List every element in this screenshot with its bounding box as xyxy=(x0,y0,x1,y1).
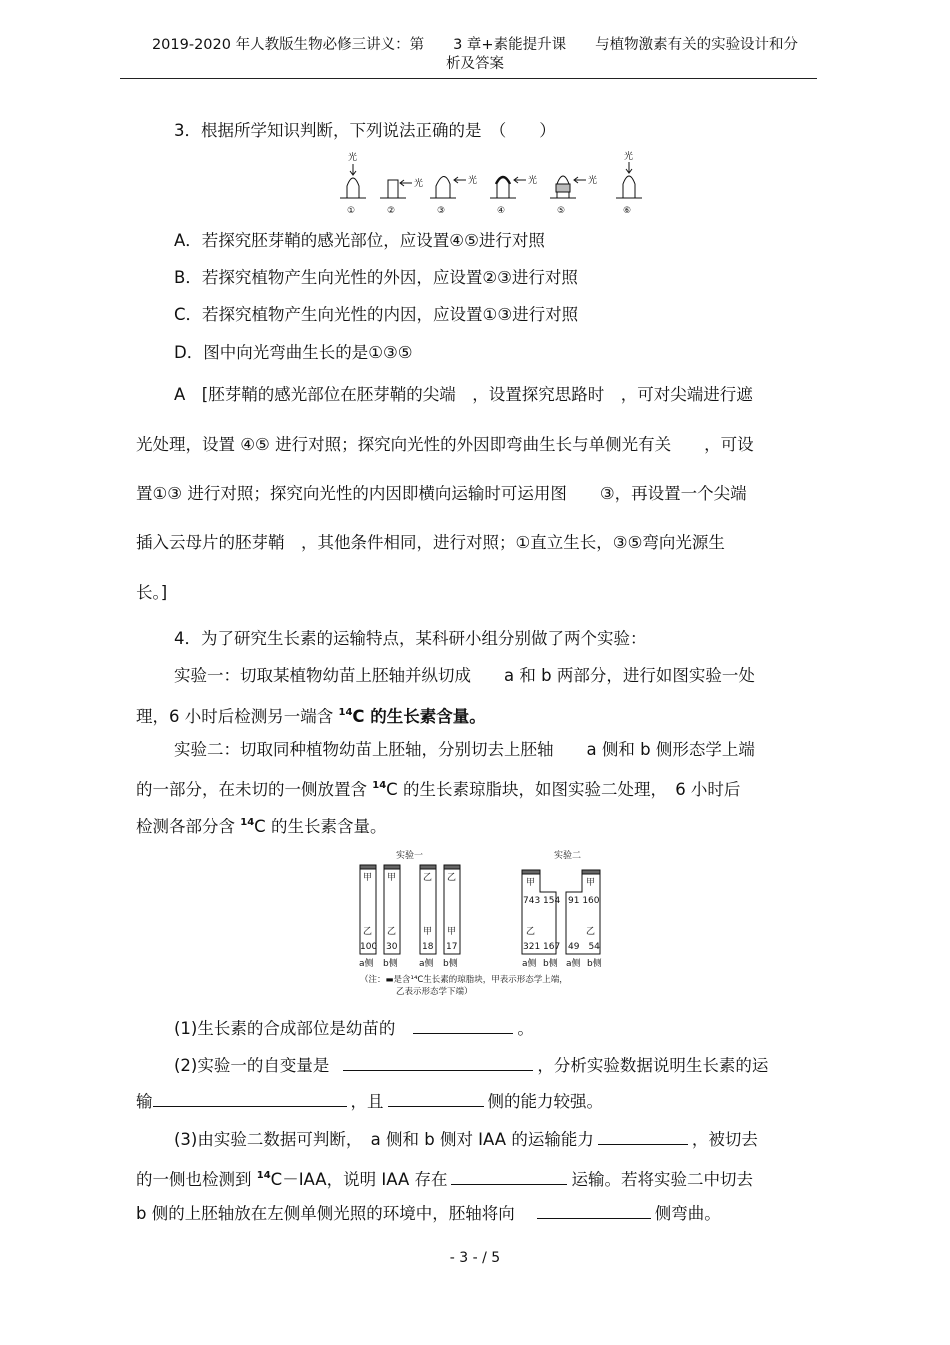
exp2-side-1: a侧 xyxy=(522,959,537,969)
q4-sub2-b-end: 侧的能力较强。 xyxy=(487,1092,603,1111)
q4-sub3-c-pre: b 侧的上胚轴放在左侧单侧光照的环境中，胚轴将向 xyxy=(136,1204,515,1223)
exp2-side-2: b侧 xyxy=(543,959,558,969)
exp1-side-2: b侧 xyxy=(383,959,398,969)
exp1-strip-3-top: 乙 xyxy=(423,873,433,883)
exp1-strip-1-value: 100 xyxy=(360,942,378,952)
page-footer: - 3 - / 5 xyxy=(449,1250,501,1266)
exp2-title: 实验二 xyxy=(554,851,582,861)
exp2-right-top: 甲 xyxy=(586,878,596,888)
exp1-strip-2-value: 30 xyxy=(386,942,398,952)
answer-blank-1[interactable] xyxy=(413,1017,513,1034)
q4-exp1-line-2-post: C 的生长素含量。 xyxy=(352,707,486,726)
q3-option-a: A．若探究胚芽鞘的感光部位，应设置④⑤进行对照 xyxy=(174,231,545,250)
q4-exp2-line-1: 实验二：切取同种植物幼苗上胚轴，分别切去上胚轴 a 侧和 b 侧形态学上端 xyxy=(174,740,755,759)
light-label-5: 光 xyxy=(588,176,598,186)
light-label-2: 光 xyxy=(414,179,424,189)
exp2-side-4: b侧 xyxy=(587,959,602,969)
exp2-right-bottom-values: 49 54 xyxy=(568,942,600,952)
q4-exp2-line-3-post: C 的生长素含量。 xyxy=(254,817,387,836)
q4-sub3-mid: ，被切去 xyxy=(691,1130,758,1149)
exp1-strip-1-bottom: 乙 xyxy=(363,927,373,937)
exp1-strip-3-value: 18 xyxy=(422,942,434,952)
exp1-side-3: a侧 xyxy=(419,959,434,969)
q3-option-b: B．若探究植物产生向光性的外因，应设置②③进行对照 xyxy=(174,268,578,287)
header-line-1: 2019-2020 年人教版生物必修三讲义：第 3 章+素能提升课 与植物激素有关的实验设计和分 xyxy=(151,37,799,53)
light-label-3: 光 xyxy=(468,176,478,186)
answer-blank-4[interactable] xyxy=(388,1090,484,1107)
fig-number-6: ⑥ xyxy=(623,206,632,216)
q4-sub1 xyxy=(174,1017,818,1040)
exp2-left-bottom-values: 321 167 xyxy=(523,942,561,952)
figure-note-2: 乙表示形态学下端） xyxy=(396,987,473,997)
q4-sub2-mid: ，分析实验数据说明生长素的运 xyxy=(537,1056,769,1075)
exp2-side-3: a侧 xyxy=(566,959,581,969)
isotope-mark: 14 xyxy=(256,1170,271,1181)
q3-option-c: C．若探究植物产生向光性的内因，应设置①③进行对照 xyxy=(174,305,579,324)
isotope-mark: 14 xyxy=(338,707,353,718)
q4-sub3-line-2 xyxy=(136,1165,818,1191)
exp2-left-top-values: 743 154 xyxy=(523,896,561,906)
q3-answer-line-3: 置①③ 进行对照；探究向光性的内因即横向运输时可运用图 ③，再设置一个尖端 xyxy=(136,484,747,503)
fig-number-5: ⑤ xyxy=(557,206,566,216)
q4-sub3-line-1 xyxy=(174,1128,818,1151)
q4-sub3-b-post: C－IAA，说明 IAA 存在 xyxy=(270,1170,448,1189)
header-line-2: 析及答案 xyxy=(446,56,504,72)
q4-exp2-line-2-pre: 的一部分，在未切的一侧放置含 xyxy=(136,780,367,799)
fig-number-2: ② xyxy=(387,206,396,216)
exp1-title: 实验一 xyxy=(396,851,424,861)
light-label-6: 光 xyxy=(624,152,634,162)
q4-sub3-pre: (3)由实验二数据可判断， a 侧和 b 侧对 IAA 的运输能力 xyxy=(174,1130,594,1149)
q4-exp1-line-2 xyxy=(136,702,818,728)
header-rule xyxy=(120,78,817,79)
exp1-strip-3-bottom: 甲 xyxy=(423,927,433,937)
q4-sub2-b-mid: ，且 xyxy=(350,1092,384,1111)
q4-sub3-line-3 xyxy=(136,1202,818,1225)
q4-exp2-line-3-pre: 检测各部分含 xyxy=(136,817,235,836)
q3-option-d: D．图中向光弯曲生长的是①③⑤ xyxy=(174,343,413,362)
q4-stem: 4．为了研究生长素的运输特点，某科研小组分别做了两个实验： xyxy=(174,629,647,648)
q4-exp2-line-3 xyxy=(136,812,818,838)
exp1-side-4: b侧 xyxy=(443,959,458,969)
exp2-right-bottom: 乙 xyxy=(586,927,596,937)
q3-answer-line-4: 插入云母片的胚芽鞘 ，其他条件相同，进行对照；①直立生长，③⑤弯向光源生 xyxy=(136,533,725,552)
q4-sub3-b-end: 运输。若将实验二中切去 xyxy=(571,1170,753,1189)
q4-exp2-line-2 xyxy=(136,775,818,801)
q3-answer-line-5: 长。] xyxy=(136,583,168,602)
isotope-mark: 14 xyxy=(240,817,255,828)
q4-sub3-c-end: 侧弯曲。 xyxy=(654,1204,721,1223)
q3-stem: 3．根据所学知识判断，下列说法正确的是 （ ） xyxy=(174,121,556,140)
q3-answer-line-1: A [胚芽鞘的感光部位在胚芽鞘的尖端 ，设置探究思路时 ，可对尖端进行遮 xyxy=(174,385,753,404)
page-header xyxy=(120,36,830,74)
exp1-strip-4-bottom: 甲 xyxy=(447,927,457,937)
exp1-side-1: a侧 xyxy=(359,959,374,969)
q4-exp1-line-1: 实验一：切取某植物幼苗上胚轴并纵切成 a 和 b 两部分，进行如图实验一处 xyxy=(174,666,755,685)
exp2-left-bottom: 乙 xyxy=(526,927,536,937)
exp1-strip-2-top: 甲 xyxy=(387,873,397,883)
exp1-strip-1-top: 甲 xyxy=(363,873,373,883)
q4-figure xyxy=(356,848,624,1000)
q4-sub1-end: 。 xyxy=(517,1019,534,1038)
q4-exp2-line-2-post: C 的生长素琼脂块，如图实验二处理， 6 小时后 xyxy=(386,780,741,799)
q4-sub2-line-2 xyxy=(136,1090,818,1113)
exp2-right-top-values: 91 160 xyxy=(568,896,600,906)
answer-blank-3[interactable] xyxy=(153,1090,347,1107)
fig-number-1: ① xyxy=(347,206,356,216)
answer-blank-7[interactable] xyxy=(537,1202,651,1219)
exp1-strip-2-bottom: 乙 xyxy=(387,927,397,937)
light-label-1: 光 xyxy=(348,153,358,163)
q3-figure xyxy=(336,150,648,220)
q4-sub2-b-pre: 输 xyxy=(136,1092,153,1111)
exp1-strip-4-top: 乙 xyxy=(447,873,457,883)
q4-sub2-pre: (2)实验一的自变量是 xyxy=(174,1056,330,1075)
answer-blank-5[interactable] xyxy=(598,1128,688,1145)
exp1-strip-4-value: 17 xyxy=(446,942,458,952)
exp2-left-top: 甲 xyxy=(526,878,536,888)
fig-number-4: ④ xyxy=(497,206,506,216)
q4-sub1-text: (1)生长素的合成部位是幼苗的 xyxy=(174,1019,396,1038)
answer-blank-6[interactable] xyxy=(451,1168,567,1185)
answer-blank-2[interactable] xyxy=(343,1054,533,1071)
q4-sub3-b-pre: 的一侧也检测到 xyxy=(136,1170,252,1189)
light-label-4: 光 xyxy=(528,176,538,186)
figure-note-1: （注：▬是含¹⁴C生长素的琼脂块，甲表示形态学上端， xyxy=(360,975,568,985)
q3-answer-line-2: 光处理，设置 ④⑤ 进行对照；探究向光性的外因即弯曲生长与单侧光有关 ，可设 xyxy=(136,435,754,454)
isotope-mark: 14 xyxy=(372,780,387,791)
fig-number-3: ③ xyxy=(437,206,446,216)
q4-exp1-line-2-pre: 理，6 小时后检测另一端含 xyxy=(136,707,334,726)
q4-sub2-line-1 xyxy=(174,1054,818,1077)
